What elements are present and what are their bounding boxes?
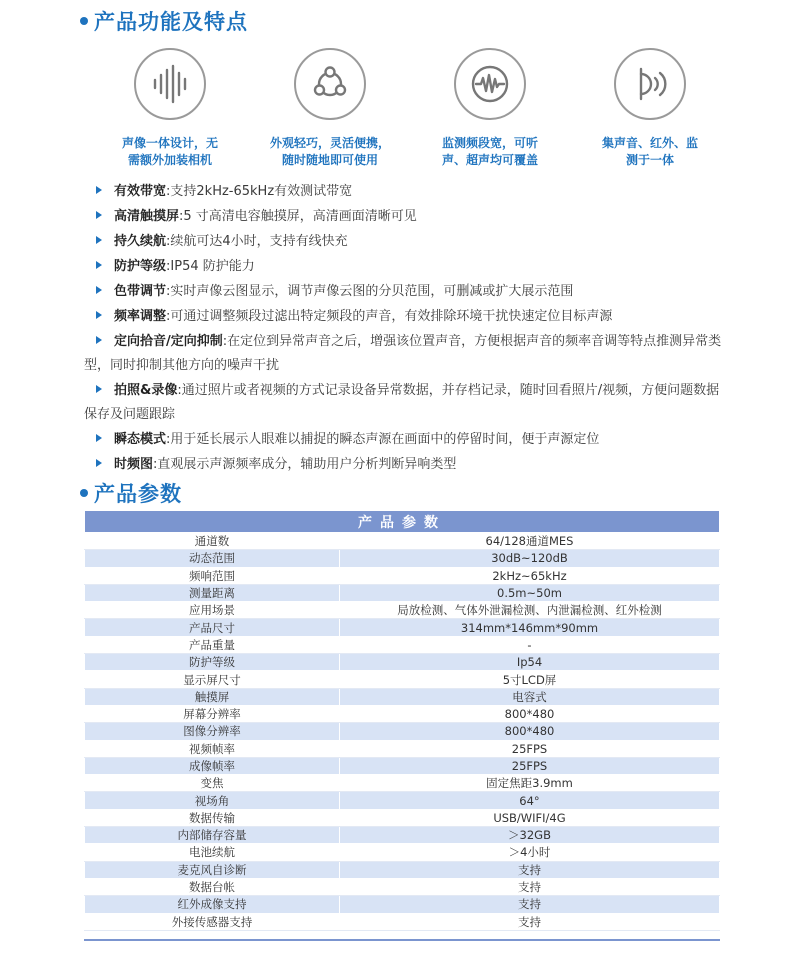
table-row [85, 827, 720, 844]
param-name-cell: 麦克风自诊断 [85, 861, 340, 878]
param-value-cell: ＞32GB [340, 827, 720, 844]
param-name-cell: 频响范围 [85, 567, 340, 584]
param-value-cell: 30dB~120dB [340, 550, 720, 567]
bullet-label: 频率调整 [114, 309, 167, 324]
table-row [85, 705, 720, 722]
bullet-item [84, 330, 724, 378]
param-name-cell: 内部储存容量 [85, 827, 340, 844]
waveform-monitor-icon [454, 48, 526, 120]
param-name-cell: 测量距离 [85, 584, 340, 601]
table-row [85, 861, 720, 878]
table-row [85, 775, 720, 792]
feature-item [90, 48, 250, 169]
bullet-item [84, 305, 724, 329]
table-row [85, 550, 720, 567]
bullet-item [84, 180, 724, 204]
table-row [85, 878, 720, 895]
bullet-text: :通过照片或者视频的方式记录设备异常数据，并存档记录，随时回看照片/视频，方便问题数据保存及问题跟踪 [84, 383, 720, 422]
triangle-bullet-icon [96, 286, 102, 294]
table-row [85, 792, 720, 809]
table-row [85, 567, 720, 584]
table-row [85, 809, 720, 826]
table-row [85, 533, 720, 550]
triangle-bullet-icon [96, 336, 102, 344]
param-value-cell: 支持 [340, 861, 720, 878]
params-table [84, 510, 720, 931]
param-name-cell: 通道数 [85, 533, 340, 550]
param-value-cell: - [340, 636, 720, 653]
table-row [85, 688, 720, 705]
bullet-label: 时频图 [114, 457, 154, 472]
feature-caption: 声像一体设计，无 需额外加装相机 [121, 136, 218, 167]
feature-item [410, 48, 570, 169]
bullet-item [84, 205, 724, 229]
table-header-row [85, 511, 720, 533]
param-value-cell: 2kHz~65kHz [340, 567, 720, 584]
triangle-bullet-icon [96, 261, 102, 269]
bullet-label: 有效带宽 [114, 184, 167, 199]
param-value-cell: 64/128通道MES [340, 533, 720, 550]
speaker-sound-icon [614, 48, 686, 120]
bullet-item [84, 255, 724, 279]
param-value-cell: Ip54 [340, 654, 720, 671]
param-name-cell: 变焦 [85, 775, 340, 792]
table-row [85, 757, 720, 774]
param-name-cell: 数据传输 [85, 809, 340, 826]
param-name-cell: 图像分辨率 [85, 723, 340, 740]
triangle-bullet-icon [96, 434, 102, 442]
triangle-bullet-icon [96, 385, 102, 393]
feature-caption: 集声音、红外、监 测于一体 [601, 136, 698, 167]
bullet-item [84, 230, 724, 254]
param-value-cell: 支持 [340, 896, 720, 913]
param-value-cell: 支持 [340, 913, 720, 930]
triangle-bullet-icon [96, 186, 102, 194]
param-name-cell: 动态范围 [85, 550, 340, 567]
bullet-label: 拍照&录像 [114, 383, 178, 398]
table-row [85, 654, 720, 671]
triangle-bullet-icon [96, 211, 102, 219]
param-value-cell: 800*480 [340, 723, 720, 740]
param-value-cell: 25FPS [340, 740, 720, 757]
title-bullet-dot [80, 17, 88, 25]
share-nodes-icon [294, 48, 366, 120]
param-value-cell: 800*480 [340, 705, 720, 722]
param-value-cell: 314mm*146mm*90mm [340, 619, 720, 636]
table-row [85, 723, 720, 740]
feature-item [570, 48, 730, 169]
param-name-cell: 成像帧率 [85, 757, 340, 774]
bullet-item [84, 428, 724, 452]
param-value-cell: 25FPS [340, 757, 720, 774]
table-header: 产品参数 [85, 511, 720, 533]
param-value-cell: ＞4小时 [340, 844, 720, 861]
param-value-cell: 电容式 [340, 688, 720, 705]
param-value-cell: 5寸LCD屏 [340, 671, 720, 688]
feature-caption: 外观轻巧，灵活便携， 随时随地即可使用 [269, 136, 390, 167]
params-section-title [80, 478, 182, 508]
feature-caption: 监测频段宽，可听 声、超声均可覆盖 [441, 136, 538, 167]
title-bullet-dot [80, 489, 88, 497]
bullet-text: :支持2kHz-65kHz有效测试带宽 [166, 184, 353, 199]
triangle-bullet-icon [96, 236, 102, 244]
bullet-label: 定向拾音/定向抑制 [114, 334, 223, 349]
feature-item [250, 48, 410, 169]
param-name-cell: 红外成像支持 [85, 896, 340, 913]
bullet-label: 高清触摸屏 [114, 209, 180, 224]
param-name-cell: 触摸屏 [85, 688, 340, 705]
bullet-text: :在定位到异常声音之后，增强该位置声音，方便根据声音的频率音调等特点推测异常类型，同时抑制其他方向的噪声干扰 [84, 334, 722, 373]
bullet-text: :用于延长展示人眼难以捕捉的瞬态声源在画面中的停留时间，便于声源定位 [166, 432, 600, 447]
param-value-cell: 0.5m~50m [340, 584, 720, 601]
param-name-cell: 应用场景 [85, 602, 340, 619]
features-section-title [80, 6, 248, 36]
bullet-item [84, 379, 724, 427]
param-value-cell: 固定焦距3.9mm [340, 775, 720, 792]
bullet-label: 色带调节 [114, 284, 167, 299]
param-name-cell: 产品重量 [85, 636, 340, 653]
triangle-bullet-icon [96, 459, 102, 467]
table-row [85, 584, 720, 601]
table-row [85, 619, 720, 636]
bullet-text: :可通过调整频段过滤出特定频段的声音，有效排除环境干扰快速定位目标声源 [166, 309, 613, 324]
sound-wave-icon [134, 48, 206, 120]
bullet-text: :实时声像云图显示，调节声像云图的分贝范围，可删减或扩大展示范围 [166, 284, 574, 299]
bullet-text: :续航可达4小时，支持有线快充 [166, 234, 348, 249]
param-name-cell: 视频帧率 [85, 740, 340, 757]
triangle-bullet-icon [96, 311, 102, 319]
param-name-cell: 数据台帐 [85, 878, 340, 895]
param-value-cell: 支持 [340, 878, 720, 895]
bullet-label: 持久续航 [114, 234, 167, 249]
table-row [85, 844, 720, 861]
table-row [85, 671, 720, 688]
bullet-label: 防护等级 [114, 259, 167, 274]
table-row [85, 896, 720, 913]
bullet-text: :5 寸高清电容触摸屏，高清画面清晰可见 [179, 209, 417, 224]
table-row [85, 602, 720, 619]
table-body [85, 533, 720, 931]
params-title-text: 产品参数 [94, 482, 182, 506]
features-title-text: 产品功能及特点 [94, 10, 248, 34]
bullet-item [84, 280, 724, 304]
param-name-cell: 外接传感器支持 [85, 913, 340, 930]
bullet-label: 瞬态模式 [114, 432, 167, 447]
param-name-cell: 防护等级 [85, 654, 340, 671]
param-name-cell: 产品尺寸 [85, 619, 340, 636]
bullet-text: :直观展示声源频率成分，辅助用户分析判断异响类型 [153, 457, 457, 472]
bullet-item [84, 453, 724, 477]
table-row [85, 913, 720, 930]
param-value-cell: 64° [340, 792, 720, 809]
table-row [85, 740, 720, 757]
table-bottom-border [84, 939, 720, 941]
bullet-text: :IP54 防护能力 [166, 259, 255, 274]
feature-icons-row [90, 48, 730, 169]
param-value-cell: USB/WIFI/4G [340, 809, 720, 826]
param-name-cell: 屏幕分辨率 [85, 705, 340, 722]
feature-bullet-list [84, 180, 724, 478]
table-row [85, 636, 720, 653]
param-name-cell: 视场角 [85, 792, 340, 809]
param-name-cell: 显示屏尺寸 [85, 671, 340, 688]
param-name-cell: 电池续航 [85, 844, 340, 861]
param-value-cell: 局放检测、气体外泄漏检测、内泄漏检测、红外检测 [340, 602, 720, 619]
